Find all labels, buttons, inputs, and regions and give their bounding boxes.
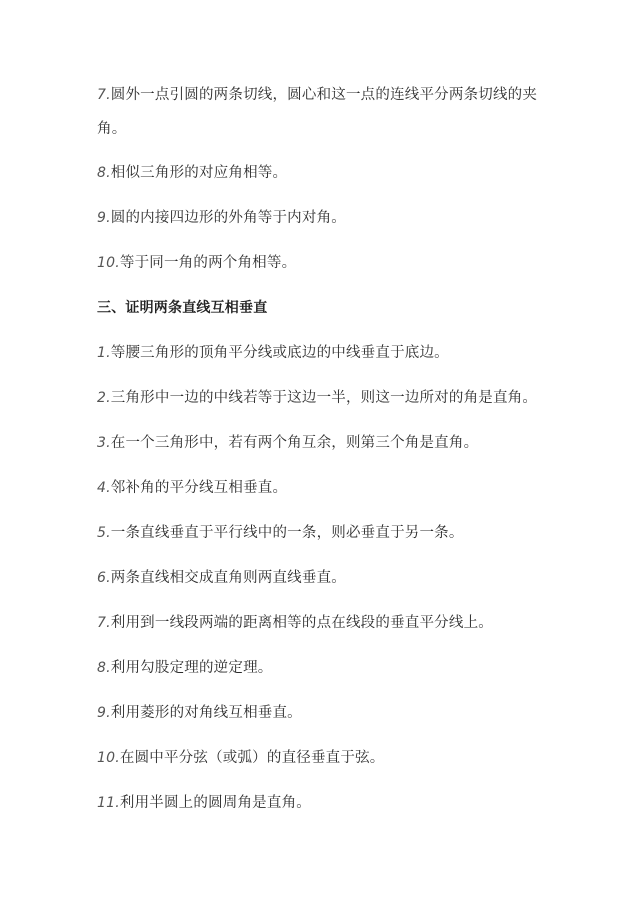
item-number: 10. <box>97 750 120 766</box>
perpendicular-line-10 <box>97 749 384 767</box>
item-text: 等腰三角形的顶角平分线或底边的中线垂直于底边。 <box>110 345 449 361</box>
theorem-line-9 <box>97 209 346 227</box>
item-text: 角。 <box>97 121 127 137</box>
item-text: 利用勾股定理的逆定理。 <box>110 660 273 676</box>
perpendicular-line-9 <box>97 704 302 722</box>
item-text: 利用到一线段两端的距离相等的点在线段的垂直平分线上。 <box>110 615 493 631</box>
item-number: 9. <box>97 705 111 721</box>
perpendicular-line-11 <box>97 794 311 812</box>
perpendicular-line-3 <box>97 434 478 452</box>
item-text: 一条直线垂直于平行线中的一条，则必垂直于另一条。 <box>110 525 464 541</box>
item-text: 两条直线相交成直角则两直线垂直。 <box>110 570 346 586</box>
item-number: 9. <box>97 210 111 226</box>
item-text: 邻补角的平分线互相垂直。 <box>110 480 288 496</box>
item-number: 8. <box>97 660 111 676</box>
item-text: 圆的内接四边形的外角等于内对角。 <box>110 210 346 226</box>
item-number: 1. <box>97 345 111 361</box>
perpendicular-line-6 <box>97 569 346 587</box>
item-text: 圆外一点引圆的两条切线，圆心和这一点的连线平分两条切线的夹 <box>110 87 538 103</box>
perpendicular-line-4 <box>97 479 287 497</box>
item-text: 在一个三角形中，若有两个角互余，则第三个角是直角。 <box>110 435 479 451</box>
item-number: 6. <box>97 570 111 586</box>
item-number: 10. <box>97 255 120 271</box>
item-text: 利用半圆上的圆周角是直角。 <box>119 795 311 811</box>
perpendicular-line-2 <box>97 389 537 407</box>
item-number: 2. <box>97 390 111 406</box>
item-number: 5. <box>97 525 111 541</box>
theorem-line-7-continued <box>97 120 126 138</box>
item-text: 利用菱形的对角线互相垂直。 <box>110 705 302 721</box>
theorem-line-10 <box>97 254 296 272</box>
perpendicular-line-5 <box>97 524 464 542</box>
item-text: 在圆中平分弦（或弧）的直径垂直于弦。 <box>119 750 385 766</box>
theorem-line-8 <box>97 164 287 182</box>
item-number: 7. <box>97 87 111 103</box>
perpendicular-line-1 <box>97 344 449 362</box>
perpendicular-line-8 <box>97 659 272 677</box>
item-number: 11. <box>97 795 120 811</box>
perpendicular-line-7 <box>97 614 493 632</box>
item-text: 三角形中一边的中线若等于这边一半，则这一边所对的角是直角。 <box>110 390 538 406</box>
theorem-line-7 <box>97 86 537 104</box>
item-number: 7. <box>97 615 111 631</box>
item-number: 3. <box>97 435 111 451</box>
item-number: 8. <box>97 165 111 181</box>
item-number: 4. <box>97 480 111 496</box>
item-text: 相似三角形的对应角相等。 <box>110 165 288 181</box>
item-text: 等于同一角的两个角相等。 <box>119 255 297 271</box>
section-heading: 三、证明两条直线互相垂直 <box>97 300 268 316</box>
